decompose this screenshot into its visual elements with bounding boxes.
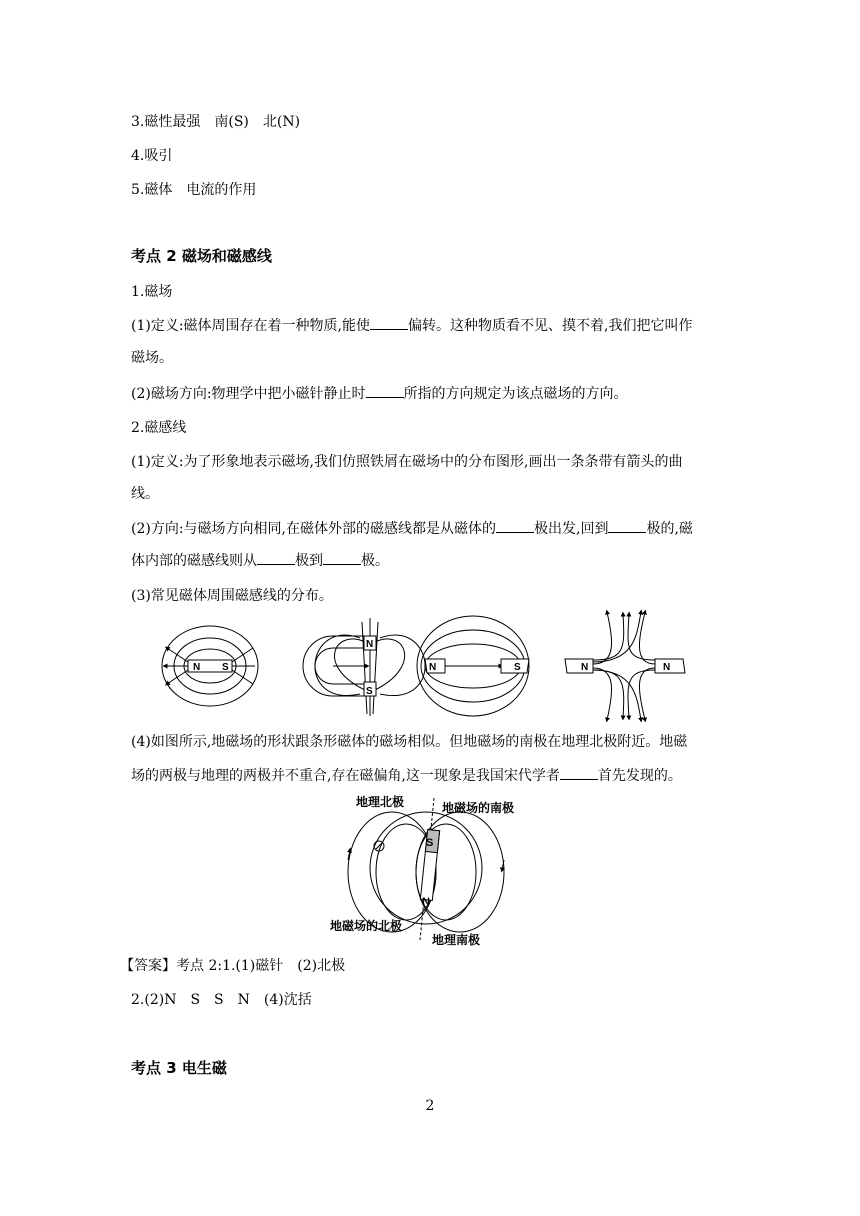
answer-2-line-2: 2.(2)N S S N (4)沈括 (131, 992, 312, 1008)
like-n-right: N (663, 662, 671, 673)
horseshoe-magnet-figure (303, 618, 425, 716)
mag-north-label: 地磁场的北极 (330, 919, 403, 933)
section-3-title: 考点 3 电生磁 (131, 1059, 227, 1077)
earth-magnetic-field-figure (330, 790, 520, 950)
magnet-field-figures (155, 608, 715, 726)
bar-magnet-n: N (193, 662, 201, 673)
fill-blank (366, 384, 404, 398)
geo-north-label: 地理北极 (356, 795, 405, 809)
mag-south-label: 地磁场的南极 (442, 801, 515, 815)
bar-magnet-s: S (222, 662, 229, 673)
answer-2-line-1: 【答案】考点 2:1.(1)磁针 (2)北极 (120, 958, 346, 974)
earth-magnet-s: S (426, 837, 434, 849)
answer-line-3: 3.磁性最强 南(S) 北(N) (131, 114, 301, 130)
magnetic-field-definition: (1)定义:磁体周围存在着一种物质,能使 偏转。这种物质看不见、摸不着,我们把它叫作 (131, 318, 693, 334)
magnetic-field-direction: (2)磁场方向:物理学中把小磁针静止时 所指的方向规定为该点磁场的方向。 (131, 386, 628, 402)
field-lines-definition-cont: 线。 (131, 486, 159, 502)
fill-blank (608, 519, 646, 533)
unlike-n: N (429, 662, 437, 673)
answer-line-4: 4.吸引 (131, 148, 173, 164)
field-lines-direction: (2)方向:与磁场方向相同,在磁体外部的磁感线都是从磁体的 极出发,回到 极的,磁 (131, 521, 693, 537)
horseshoe-s: S (366, 686, 373, 697)
field-lines-direction-cont: 体内部的磁感线则从 极到 极。 (131, 553, 389, 569)
bar-magnet-figure (162, 626, 258, 706)
fill-blank (370, 316, 408, 330)
earth-field-paragraph-cont: 场的两极与地理的两极并不重合,存在磁偏角,这一现象是我国宋代学者 首先发现的。 (131, 768, 682, 784)
unlike-s: S (514, 662, 521, 673)
fill-blank (560, 766, 598, 780)
fill-blank (257, 551, 295, 565)
field-lines-definition: (1)定义:为了形象地表示磁场,我们仿照铁屑在磁场中的分布图形,画出一条条带有箭头的曲 (131, 454, 683, 470)
geo-south-label: 地理南极 (432, 933, 481, 947)
field-lines-heading: 2.磁感线 (131, 420, 187, 436)
page-number: 2 (425, 1098, 435, 1114)
like-n-left: N (581, 662, 589, 673)
answer-line-5: 5.磁体 电流的作用 (131, 182, 257, 198)
magnetic-field-heading: 1.磁场 (131, 284, 173, 300)
common-magnets-line: (3)常见磁体周围磁感线的分布。 (131, 588, 333, 604)
horseshoe-n: N (366, 639, 374, 650)
earth-field-paragraph: (4)如图所示,地磁场的形状跟条形磁体的磁场相似。但地磁场的南极在地理北极附近。地磁 (131, 734, 688, 750)
fill-blank (496, 519, 534, 533)
earth-magnet-n: N (422, 896, 430, 908)
section-2-title: 考点 2 磁场和磁感线 (131, 247, 272, 265)
fill-blank (323, 551, 361, 565)
magnetic-field-definition-cont: 磁场。 (131, 350, 173, 366)
